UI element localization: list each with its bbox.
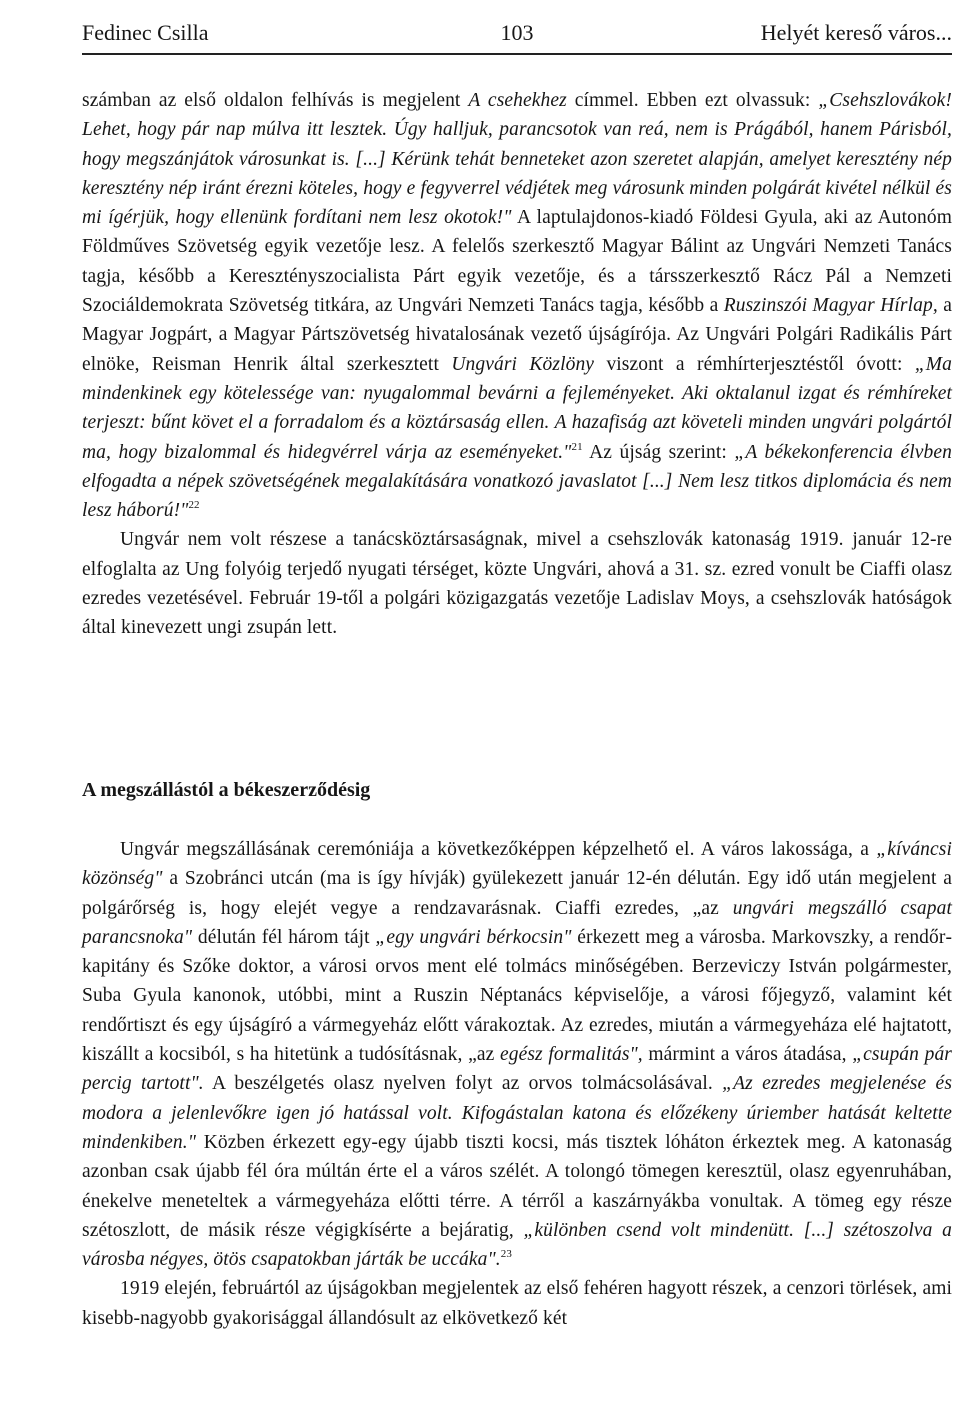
italic-run: Ungvári Közlöny [451, 353, 595, 375]
quote-italic: „Ma mindenkinek egy kötelessége van: nyugalommal bevárni a fejleményeket. Aki oktalanul izgat és rémhíreket terjeszt: bűnt követ el a forradalom és a köztársaság ellen. A hazafiság azt követeli minden ungvári polgártól ma, hogy bizalommal és hidegvérrel várja az eseményeket." [82, 353, 952, 463]
italic-run: ungvári megszálló csapat parancsnoka" [82, 897, 952, 948]
paragraph-2: Ungvár nem volt részese a tanácsköztársaságnak, mivel a csehszlovák katonaság 1919. január 12-re elfoglalta az Ung folyóig terjedő nyugati térséget, közte Ungvári, ahová a 31. sz. ezred vonult be Ciaffi olasz ezredes vezetésével. Február 19-től a polgári közigazgatás vezetője Ladislav Moys, a csehszlovák hatóságok által kinevezett ungi zsupán lett. [82, 529, 952, 639]
text-run: Ungvár megszállásának ceremóniája a következőképpen képzelhető el. A város lakossága, a [120, 839, 877, 860]
text-run: viszont a rémhírterjesztéstől óvott: [594, 353, 915, 375]
quote-italic: „Az ezredes megjelenése és modora a jelenlevőkre igen jó hatással volt. Kifogástalan katona és előzékeny úriember hatását keltette mindenkiben." [82, 1073, 953, 1153]
text-run: Közben érkezett egy-egy újabb tiszti kocsi, más tisztek lóháton érkeztek meg. A katonaság azonban csak újabb fél óra múltán érte el a város szélét. A tolongó tömegen keresztül, olasz egyenruhában, énekelve meneteltek a vármegyeháza előtti térre. A térről a kaszárnyákba vonultak. A tömeg egy része szétoszlott, de másik része végigkísérte a bejáratig, [82, 1131, 952, 1241]
text-run: címmel. Ebben ezt olvassuk: [566, 90, 819, 111]
italic-run: „csupán pár percig tartott". [82, 1044, 952, 1095]
text-run: délután fél három tájt [192, 926, 376, 948]
paragraph-1 [82, 86, 952, 525]
text-run: a Magyar Jogpárt, a Magyar Pártszövetség hivatalosának vezető újságírója. Az Ungvári Polgári Radikális Párt elnöke, Reisman Henrik által szerkesztett [82, 295, 952, 375]
text-run: számban az első oldalon felhívás is megjelent [82, 90, 469, 111]
body-text-bottom [82, 835, 952, 1333]
paragraph-4: 1919 elején, februártól az újságokban megjelentek az első fehéren hagyott részek, a cenzori törlések, ami kisebb-nagyobb gyakorisággal állandósult az elkövetkező két [82, 1278, 952, 1329]
paragraph-3 [82, 835, 952, 1274]
text-run: A laptulajdonos-kiadó Földesi Gyula, aki az Autonóm Földműves Szövetség egyik vezetője lesz. A felelős szerkesztő Magyar Bálint az Ungvári Nemzeti Tanács tagja, később a Keresztényszocialista Párt egyik vezetője, és a társszerkesztő Rácz Pál a Nemzeti Szociáldemokrata Szövetség titkára, az Ungvári Nemzeti Tanács tagja, később a [82, 207, 952, 317]
italic-run: Ruszinszói Magyar Hírlap, [723, 295, 938, 317]
italic-run: A csehekhez [468, 90, 567, 111]
quote-italic: „A békekonferencia élvben elfogadta a népek szövetségének megalakítására vonatkozó javaslatot [...] Nem lesz titkos diplomácia és nem lesz háború!" [82, 441, 952, 522]
text-run: Az újság szerint: [582, 441, 735, 463]
page-number: 103 [500, 20, 534, 45]
italic-run: „kíváncsi közönség" [82, 839, 952, 890]
header-rule [82, 53, 952, 55]
footnote-ref-21[interactable]: 21 [571, 440, 583, 453]
quote-italic: „Csehszlovákok! Lehet, hogy pár nap múlva itt lesztek. Úgy halljuk, parancsotok van reá, nem is Prágából, hanem Párisból, hogy megszánjátok városunkat is. [...] Kérünk tehát benneteket azon szeretet alapján, amelyet keresztény nép keresztény nép iránt érezni köteles, hogy e fegyverrel védjétek meg városunk minden polgárát kivétel nélkül és mi ígérjük, hogy ellenünk fordítani nem lesz okotok!" [82, 90, 952, 229]
footnote-ref-23[interactable]: 23 [500, 1248, 512, 1261]
footnote-ref-22[interactable]: 22 [188, 499, 200, 512]
body-text-top [82, 86, 952, 643]
text-run: érkezett meg a városba. Markovszky, a rendőrkapitány és Szőke doktor, a városi orvos ment elé tolmács minőségében. Berzeviczy István polgármester, Suba Gyula kanonok, utóbbi, mint a Ruszin Néptanács képviselője, a városi főjegyző, valamint két rendőrtiszt és egy újságíró a vármegyeház előtt várakoztak. Az ezredes, miután a vármegyeháza elé hajtatott, kiszállt a kocsiból, s ha hitetünk a tudósításnak, „az [82, 926, 952, 1066]
header-title: Helyét kereső város... [760, 20, 952, 45]
text-run: A beszélgetés olasz nyelven folyt az orvos tolmácsolásával. [203, 1073, 723, 1095]
running-header [82, 18, 952, 48]
text-run: a Szobránci utcán (ma is így hívják) gyülekezett január 12-én délután. Egy idő után megjelent a polgárőrség is, hogy elejét vegye a rendzavarásnak. Ciaffi ezredes, „az [82, 868, 952, 919]
quote-italic: „különben csend volt mindenütt. [...] szétoszolva a városba négyes, ötös csapatokban járták be uccáka". [82, 1219, 952, 1271]
italic-run: „egy ungvári bérkocsin" [375, 926, 572, 948]
header-author: Fedinec Csilla [82, 20, 209, 45]
text-run: mármint a város átadása, [642, 1044, 853, 1066]
italic-run: egész formalitás", [499, 1044, 643, 1066]
section-heading: A megszállástól a békeszerződésig [82, 779, 371, 801]
